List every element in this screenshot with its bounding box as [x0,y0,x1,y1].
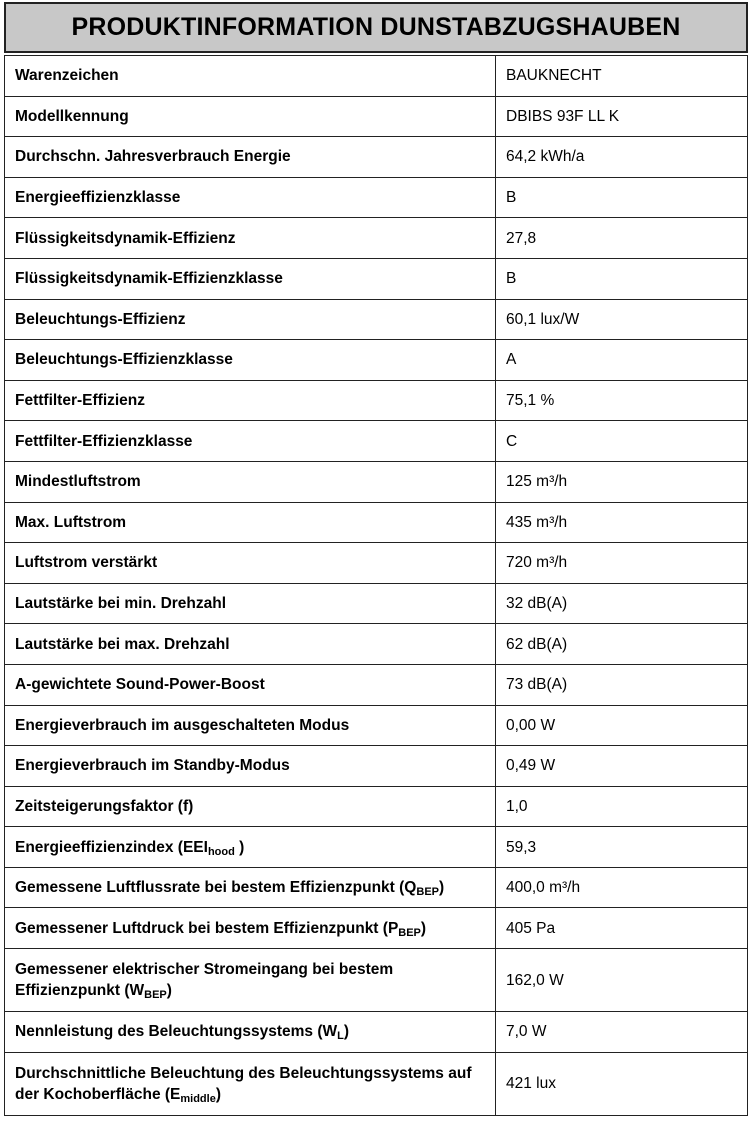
row-label-suffix: ) [439,879,445,897]
row-label: Lautstärke bei min. Drehzahl [5,583,496,624]
row-value: 400,0 m³/h [496,867,748,908]
row-label: Energieverbrauch im Standby-Modus [5,746,496,787]
row-label-suffix: ) [420,919,427,937]
row-value: 0,00 W [496,705,748,746]
row-label: Fettfilter-Effizienz [5,380,496,421]
row-label: Beleuchtungs-Effizienz [5,299,496,340]
table-row [5,746,748,787]
row-value: 60,1 lux/W [496,299,748,340]
row-label: Energieeffizienzklasse [5,177,496,218]
row-label: Warenzeichen [5,56,496,97]
table-row [5,380,748,421]
row-label [5,949,496,1012]
row-value: BAUKNECHT [496,56,748,97]
row-value: B [496,177,748,218]
row-label: Beleuchtungs-Effizienzklasse [5,340,496,381]
row-label [5,1012,496,1053]
row-value: 405 Pa [496,908,748,949]
row-value: 27,8 [496,218,748,259]
table-row [5,908,748,949]
table-row [5,786,748,827]
table-row [5,583,748,624]
table-row [5,340,748,381]
row-label-subscript: hood [207,845,235,858]
row-label-main: Durchschnittliche Beleuchtung des Beleuchtungssystems auf der Kochoberfläche (E [15,1064,472,1103]
row-label: Lautstärke bei max. Drehzahl [5,624,496,665]
row-label-suffix: ) [343,1023,350,1041]
row-label: A-gewichtete Sound-Power-Boost [5,664,496,705]
product-info-table [4,55,748,1116]
row-value: B [496,258,748,299]
table-row [5,543,748,584]
page-title: PRODUKTINFORMATION DUNSTABZUGSHAUBEN [4,2,748,53]
row-value: 162,0 W [496,949,748,1012]
row-label-main: Gemessener Luftdruck bei bestem Effizienzpunkt (P [15,919,399,937]
table-row [5,461,748,502]
row-label: Flüssigkeitsdynamik-Effizienzklasse [5,258,496,299]
table-row [5,502,748,543]
table-row [5,827,748,868]
table-row [5,1012,748,1053]
row-label: Flüssigkeitsdynamik-Effizienz [5,218,496,259]
row-value: DBIBS 93F LL K [496,96,748,137]
row-label: Luftstrom verstärkt [5,543,496,584]
row-label: Mindestluftstrom [5,461,496,502]
table-row [5,56,748,97]
table-row [5,137,748,178]
row-label-main: Nennleistung des Beleuchtungssystems (W [15,1023,338,1041]
table-row [5,218,748,259]
row-label: Energieverbrauch im ausgeschalteten Modus [5,705,496,746]
row-label [5,867,496,908]
table-row [5,421,748,462]
row-value: 125 m³/h [496,461,748,502]
row-label [5,1052,496,1115]
row-label-subscript: BEP [416,886,439,899]
row-value: 1,0 [496,786,748,827]
row-label-subscript: BEP [144,989,167,1002]
row-value: 720 m³/h [496,543,748,584]
row-label: Fettfilter-Effizienzklasse [5,421,496,462]
table-row [5,299,748,340]
row-label: Zeitsteigerungsfaktor (f) [5,786,496,827]
row-label: Modellkennung [5,96,496,137]
row-value: 62 dB(A) [496,624,748,665]
row-value: 75,1 % [496,380,748,421]
row-value: 0,49 W [496,746,748,787]
row-value: A [496,340,748,381]
row-value: 7,0 W [496,1012,748,1053]
product-info-sheet [4,2,748,1116]
row-label-main: Gemessene Luftflussrate bei bestem Effizienzpunkt (Q [15,879,417,897]
row-value: 59,3 [496,827,748,868]
row-label [5,908,496,949]
row-value: 73 dB(A) [496,664,748,705]
table-row [5,664,748,705]
table-row [5,1052,748,1115]
row-value: 32 dB(A) [496,583,748,624]
row-label-subscript: BEP [398,926,421,939]
row-label-main: Energieeffizienzindex (EEI [15,838,208,856]
table-row [5,949,748,1012]
table-row [5,867,748,908]
row-value: C [496,421,748,462]
row-label-main: Gemessener elektrischer Stromeingang bei bestem Effizienzpunkt (W [15,961,394,1000]
table-row [5,624,748,665]
row-label-suffix: ) [166,982,172,1000]
row-label: Max. Luftstrom [5,502,496,543]
row-value: 421 lux [496,1052,748,1115]
table-row [5,258,748,299]
row-label-subscript: middle [180,1092,216,1105]
table-row [5,705,748,746]
row-label-subscript: L [337,1030,344,1043]
row-value: 64,2 kWh/a [496,137,748,178]
row-label-suffix: ) [234,838,245,856]
table-row [5,96,748,137]
row-value: 435 m³/h [496,502,748,543]
row-label-suffix: ) [215,1085,221,1103]
table-row [5,177,748,218]
row-label [5,827,496,868]
row-label: Durchschn. Jahresverbrauch Energie [5,137,496,178]
